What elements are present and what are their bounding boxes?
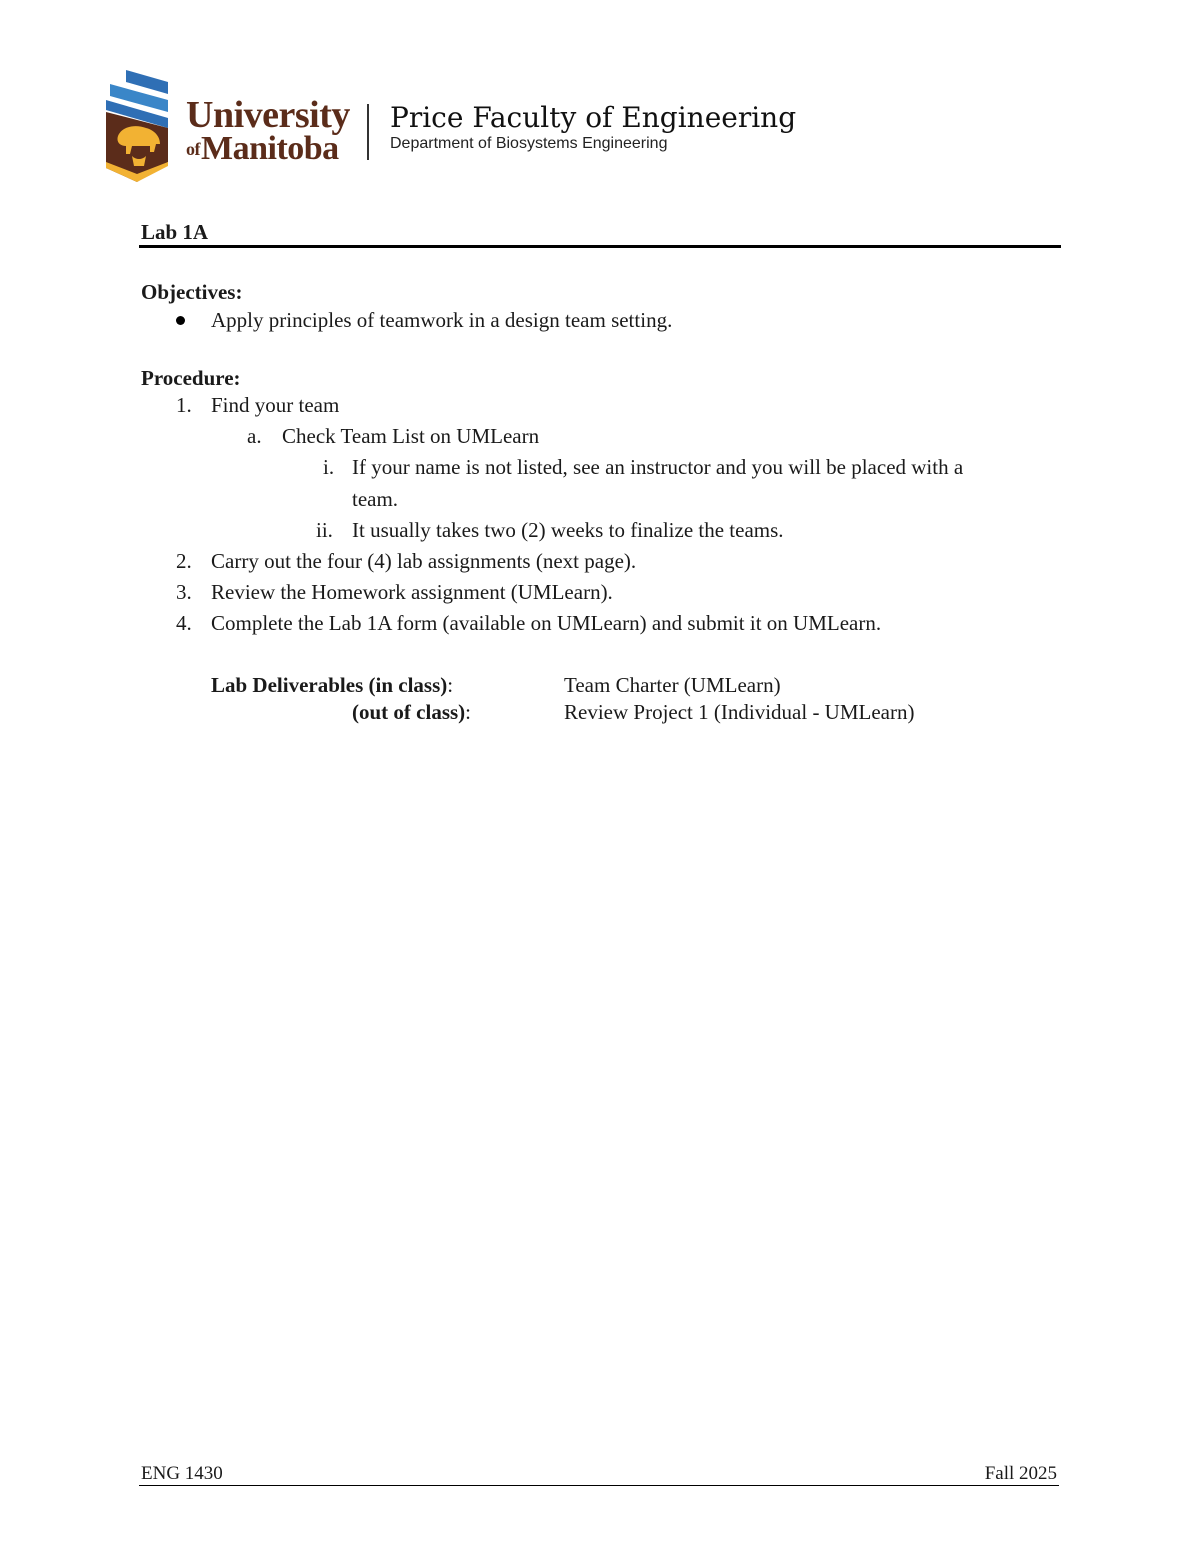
bullet-icon — [176, 316, 185, 325]
footer-rule — [139, 1485, 1059, 1486]
step2-number: 2. — [176, 549, 192, 573]
step1ai-text-line2: team. — [352, 487, 399, 511]
objective-item: Apply principles of teamwork in a design team setting. — [211, 308, 673, 332]
deliverables-colon: : — [465, 700, 471, 724]
deliverables-in-class-label-text: Lab Deliverables (in class) — [211, 673, 448, 697]
department-name: Department of Biosystems Engineering — [390, 135, 668, 152]
step1a-text: Check Team List on UMLearn — [282, 424, 540, 448]
faculty-title: Price Faculty of Engineering — [390, 101, 797, 134]
step1aii-label: ii. — [316, 518, 333, 542]
deliverables-out-class-value: Review Project 1 (Individual - UMLearn) — [564, 700, 915, 724]
step4-text: Complete the Lab 1A form (available on UMLearn) and submit it on UMLearn. — [211, 611, 882, 635]
deliverables-in-class-label — [211, 675, 453, 696]
step1a-label: a. — [247, 424, 262, 448]
objectives-heading: Objectives: — [141, 280, 243, 304]
step1-number: 1. — [176, 393, 192, 417]
footer-term: Fall 2025 — [984, 1463, 1057, 1484]
deliverables-colon: : — [447, 673, 454, 697]
university-wordmark — [186, 96, 350, 166]
header-divider — [367, 104, 369, 160]
procedure-heading: Procedure: — [141, 366, 241, 390]
step1ai-label: i. — [323, 455, 335, 479]
deliverables-out-class-label — [352, 702, 471, 723]
step1ai-text-line1: If your name is not listed, see an instructor and you will be placed with a — [352, 455, 964, 479]
title-rule — [139, 245, 1061, 248]
deliverables-out-class-label-text: (out of class) — [352, 700, 466, 724]
university-wordmark-line2 — [186, 132, 350, 166]
deliverables-in-class-value: Team Charter (UMLearn) — [564, 673, 781, 697]
university-shield-logo — [106, 70, 168, 182]
university-wordmark-line1: University — [186, 94, 350, 136]
university-wordmark-manitoba: Manitoba — [201, 130, 339, 167]
university-wordmark-of: of — [186, 139, 200, 159]
step3-text: Review the Homework assignment (UMLearn). — [211, 580, 613, 604]
step1aii-text: It usually takes two (2) weeks to finalize the teams. — [352, 518, 784, 542]
step2-text: Carry out the four (4) lab assignments (next page). — [211, 549, 637, 573]
step3-number: 3. — [176, 580, 192, 604]
bison-shield-icon — [106, 70, 168, 182]
footer-course: ENG 1430 — [141, 1463, 223, 1484]
lab-title: Lab 1A — [141, 220, 209, 244]
step4-number: 4. — [176, 611, 192, 635]
step1-text: Find your team — [211, 393, 340, 417]
